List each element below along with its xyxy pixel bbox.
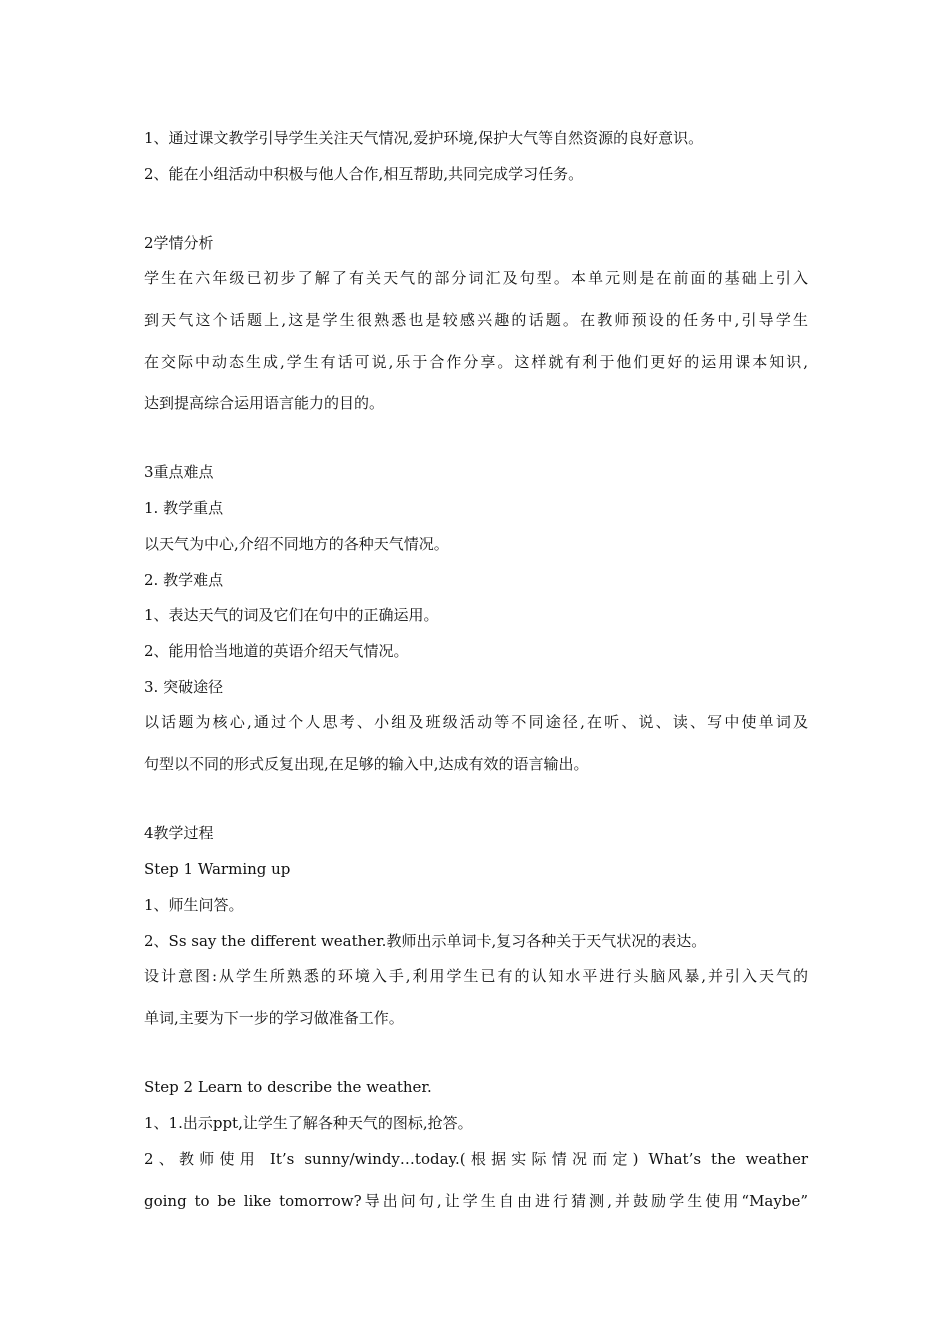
approach-title: 3. 突破途径 xyxy=(144,678,224,696)
section-heading-key-points: 3重点难点 xyxy=(144,463,214,481)
focus-title: 1. 教学重点 xyxy=(144,499,224,517)
goal-item-1: 1、通过课文教学引导学生关注天气情况,爱护环境,保护大气等自然资源的良好意识。 xyxy=(144,129,704,147)
step2-title: Step 2 Learn to describe the weather. xyxy=(144,1078,432,1096)
approach-line-1: 以话题为核心,通过个人思考、小组及班级活动等不同途径,在听、说、读、写中使单词及 xyxy=(144,713,808,731)
difficulty-item-2: 2、能用恰当地道的英语介绍天气情况。 xyxy=(144,642,409,660)
approach-line-2: 句型以不同的形式反复出现,在足够的输入中,达成有效的语言输出。 xyxy=(144,755,589,773)
section-heading-analysis: 2学情分析 xyxy=(144,234,214,252)
analysis-line-2: 到天气这个话题上,这是学生很熟悉也是较感兴趣的话题。在教师预设的任务中,引导学生 xyxy=(144,311,808,329)
step2-item-2-continued: going to be like tomorrow?导出问句,让学生自由进行猜测,并鼓励学生使用“Maybe” xyxy=(144,1192,808,1210)
focus-text: 以天气为中心,介绍不同地方的各种天气情况。 xyxy=(144,535,449,553)
step1-item-1: 1、师生问答。 xyxy=(144,896,244,914)
difficulty-item-1: 1、表达天气的词及它们在句中的正确运用。 xyxy=(144,606,439,624)
analysis-line-4: 达到提高综合运用语言能力的目的。 xyxy=(144,394,385,412)
step1-item-2: 2、Ss say the different weather.教师出示单词卡,复习各种关于天气状况的表达。 xyxy=(144,932,707,950)
step1-design-line-1: 设计意图:从学生所熟悉的环境入手,利用学生已有的认知水平进行头脑风暴,并引入天气的 xyxy=(144,967,808,985)
step1-design-line-2: 单词,主要为下一步的学习做准备工作。 xyxy=(144,1009,404,1027)
step2-item-1: 1、1.出示ppt,让学生了解各种天气的图标,抢答。 xyxy=(144,1114,473,1132)
analysis-line-1: 学生在六年级已初步了解了有关天气的部分词汇及句型。本单元则是在前面的基础上引入 xyxy=(144,269,808,287)
analysis-line-3: 在交际中动态生成,学生有话可说,乐于合作分享。这样就有利于他们更好的运用课本知识, xyxy=(144,353,808,371)
step2-item-2: 2、教师使用 It’s sunny/windy…today.(根据实际情况而定) What’s the weather xyxy=(144,1150,808,1168)
goal-item-2: 2、能在小组活动中积极与他人合作,相互帮助,共同完成学习任务。 xyxy=(144,165,584,183)
difficulty-title: 2. 教学难点 xyxy=(144,571,224,589)
step1-title: Step 1 Warming up xyxy=(144,860,291,878)
section-heading-process: 4教学过程 xyxy=(144,824,214,842)
